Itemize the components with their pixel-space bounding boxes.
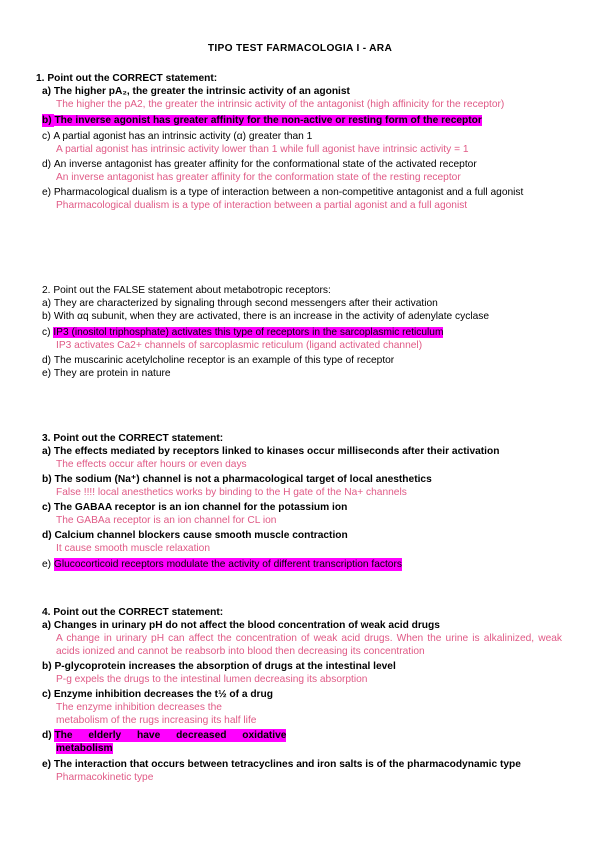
q4-c-note-1: The enzyme inhibition decreases the <box>56 702 222 713</box>
option-label: b) <box>42 115 55 126</box>
option-label: a) <box>42 86 54 97</box>
q2-option-b <box>42 310 562 323</box>
q4-option-e <box>42 758 562 771</box>
option-label: d) <box>42 355 54 366</box>
option-text: Calcium channel blockers cause smooth muscle contraction <box>54 530 348 541</box>
q4-e-note: Pharmacokinetic type <box>56 772 154 783</box>
q2-option-a <box>42 297 562 310</box>
option-text-highlighted: IP3 (inositol triphosphate) activates this type of receptors in the sarcoplasmic reticulum <box>53 327 444 338</box>
option-label: b) <box>42 311 54 322</box>
q3-option-e <box>42 558 562 571</box>
q2-option-e <box>42 367 562 380</box>
question-4 <box>42 606 562 784</box>
q2-option-d <box>42 354 562 367</box>
question-3 <box>42 432 562 571</box>
option-text: Pharmacological dualism is a type of interaction between a non-competitive antagonist and a full agonist <box>53 187 524 198</box>
q3-a-note: The effects occur after hours or even days <box>56 459 247 470</box>
q2-option-c <box>42 326 562 339</box>
option-label: c) <box>42 131 54 142</box>
option-text: An inverse antagonist has greater affinity for the conformational state of the activated receptor <box>53 159 477 170</box>
document-title: TIPO TEST FARMACOLOGIA I - ARA <box>207 43 393 54</box>
question-2 <box>42 284 562 380</box>
q4-option-a <box>42 619 562 632</box>
q4-option-b <box>42 660 562 673</box>
option-label: e) <box>42 559 54 570</box>
option-text-highlighted: Glucocorticoid receptors modulate the activity of different transcription factors <box>53 559 402 570</box>
option-text: The interaction that occurs between tetracyclines and iron salts is of the pharmacodynamic type <box>53 759 521 770</box>
q4-c-note-2: metabolism of the rugs increasing its half life <box>56 715 257 726</box>
q3-option-a <box>42 445 562 458</box>
option-text: The muscarinic acetylcholine receptor is an example of this type of receptor <box>53 355 395 366</box>
option-label: a) <box>42 446 54 457</box>
q4-option-c <box>42 688 562 701</box>
option-text-highlighted: The elderly have decreased oxidative <box>54 730 287 741</box>
q1-option-a <box>42 85 562 98</box>
option-text: The GABAA receptor is an ion channel for the potassium ion <box>53 502 348 513</box>
q1-c-note: A partial agonist has intrinsic activity lower than 1 while full agonist have intrinsic activity = 1 <box>56 144 469 155</box>
question-2-heading: 2. Point out the FALSE statement about metabotropic receptors: <box>42 285 331 296</box>
option-label: e) <box>42 187 54 198</box>
q1-option-c <box>42 130 562 143</box>
q3-option-c <box>42 501 562 514</box>
q1-d-note: An inverse antagonist has greater affinity for the conformation state of the resting receptor <box>56 172 461 183</box>
option-text: Changes in urinary pH do not affect the blood concentration of weak acid drugs <box>53 620 440 631</box>
option-text-highlighted: The inverse agonist has greater affinity for the non-active or resting form of the receptor <box>54 115 482 126</box>
option-label: d) <box>42 730 55 741</box>
option-label: e) <box>42 759 54 770</box>
question-3-heading: 3. Point out the CORRECT statement: <box>42 433 224 444</box>
q1-e-note: Pharmacological dualism is a type of interaction between a partial agonist and a full agonist <box>56 200 468 211</box>
q4-option-d <box>42 729 562 742</box>
option-text: Enzyme inhibition decreases the t½ of a drug <box>53 689 273 700</box>
option-label: c) <box>42 502 54 513</box>
q4-a-note: A change in urinary pH can affect the concentration of weak acid drugs. When the urine is alkalinized, weak acids ionized and cannot be reabsorb into blood then decreasing its concentration <box>56 633 562 657</box>
option-label: b) <box>42 661 55 672</box>
q3-c-note: The GABAa receptor is an ion channel for CL ion <box>56 515 277 526</box>
option-label: e) <box>42 368 54 379</box>
option-text: They are characterized by signaling through second messengers after their activation <box>53 298 438 309</box>
option-label: c) <box>42 327 54 338</box>
q3-d-note: It cause smooth muscle relaxation <box>56 543 211 554</box>
option-label: d) <box>42 530 55 541</box>
q3-b-note: False !!!! local anesthetics works by binding to the H gate of the Na+ channels <box>56 487 407 498</box>
option-text: The sodium (Na⁺) channel is not a pharmacological target of local anesthetics <box>54 474 432 485</box>
option-text: A partial agonist has an intrinsic activity (α) greater than 1 <box>53 131 313 142</box>
q1-a-note: The higher the pA2, the greater the intrinsic activity of the antagonist (high affinicity for the receptor) <box>56 99 505 110</box>
question-4-heading: 4. Point out the CORRECT statement: <box>42 607 224 618</box>
option-text: With αq subunit, when they are activated, there is an increase in the activity of adenylate cyclase <box>53 311 490 322</box>
option-text-highlighted: metabolism <box>56 743 113 754</box>
q1-option-e <box>42 186 562 199</box>
q3-option-b <box>42 473 562 486</box>
q3-option-d <box>42 529 562 542</box>
option-label: a) <box>42 620 54 631</box>
option-text: The effects mediated by receptors linked to kinases occur milliseconds after their activation <box>53 446 500 457</box>
option-text: They are protein in nature <box>53 368 171 379</box>
question-1-heading: 1. Point out the CORRECT statement: <box>36 73 218 84</box>
option-label: c) <box>42 689 54 700</box>
option-label: d) <box>42 159 54 170</box>
question-1 <box>36 72 562 212</box>
q4-b-note: P-g expels the drugs to the intestinal lumen decreasing its absorption <box>56 674 368 685</box>
q4-option-d-cont <box>42 742 562 755</box>
q1-option-d <box>42 158 562 171</box>
q2-c-note: IP3 activates Ca2+ channels of sarcoplasmic reticulum (ligand activated channel) <box>56 340 423 351</box>
option-label: b) <box>42 474 55 485</box>
q1-option-b <box>42 114 562 127</box>
option-text: P-glycoprotein increases the absorption of drugs at the intestinal level <box>54 661 396 672</box>
option-text: The higher pA₂, the greater the intrinsic activity of an agonist <box>53 86 350 97</box>
option-label: a) <box>42 298 54 309</box>
